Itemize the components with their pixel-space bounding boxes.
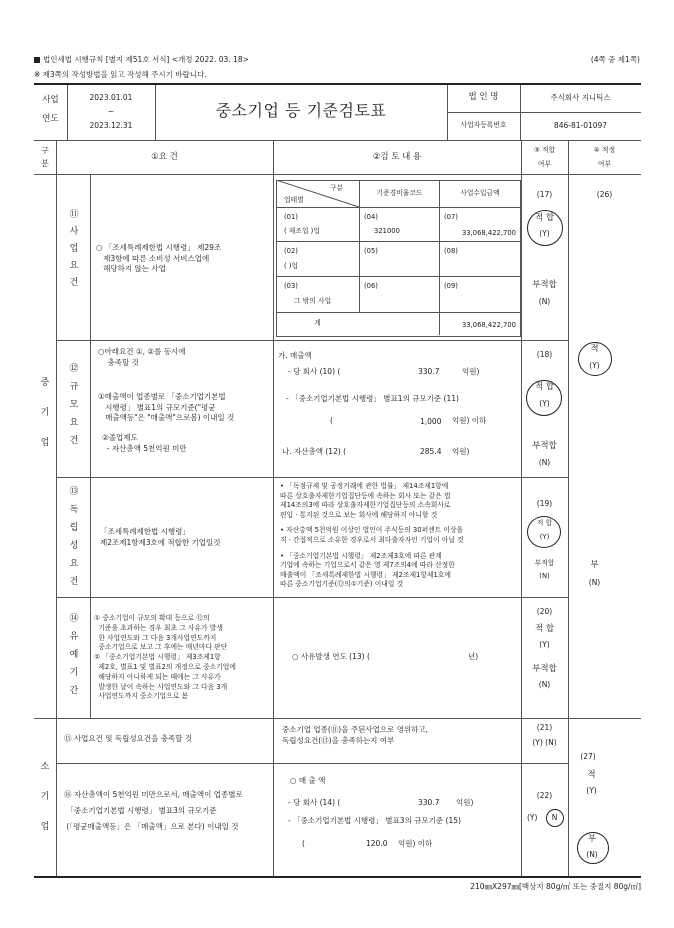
col-category: 구분: [41, 146, 49, 168]
scale-no: (18): [536, 350, 553, 359]
independence-rev: [280, 482, 520, 590]
small-row2-rev-4-unit: 억원) 이하: [398, 839, 433, 848]
scale-unfit[interactable]: 부적합: [532, 441, 557, 451]
sme-final-no: (26): [596, 190, 613, 199]
business-req-1: ○ 「조세특례제한법 시행령」 제29조: [96, 243, 222, 252]
ind-rev-6: 직 · 간접적으로 소유한 경우로서 최다출자자인 기업이 아닐 것: [280, 535, 464, 544]
corp-name-label: 법 인 명: [468, 92, 499, 102]
sme-final-fit[interactable]: 적: [590, 344, 599, 354]
divider: [56, 763, 568, 764]
scale-rev-3: - 「중소기업기본법 시행령」 별표1의 규모기준 (11): [286, 394, 459, 403]
bt-c02: (02): [284, 247, 298, 255]
grace-req-9: 사업연도까지 중소기업으로 봄: [98, 692, 189, 701]
divider: [56, 141, 57, 876]
divider: [56, 597, 568, 598]
independence-unfit[interactable]: 부적합: [534, 559, 555, 567]
bt-h-code: 기준경비율코드: [376, 189, 423, 197]
col-fit-2: 여부: [537, 160, 552, 168]
divider: [276, 241, 520, 242]
divider: [568, 141, 569, 876]
business-req-2: 제3항에 따른 소비성 서비스업에: [103, 253, 210, 263]
business-fit[interactable]: 적 합: [534, 213, 555, 223]
business-req-3: 해당하지 않는 사업: [103, 264, 166, 273]
business-n: (N): [538, 297, 551, 306]
small-row2-rev-4-val: 120.0: [366, 839, 388, 848]
independence-fit[interactable]: 적 합: [536, 519, 553, 527]
bt-c04-val: 321000: [374, 227, 400, 235]
bt-c05: (05): [364, 247, 378, 255]
sme-label: 중 기 업: [40, 378, 50, 448]
reg-no-label: 사업자등록번호: [460, 121, 507, 129]
scale-req-2: 충족할 것: [107, 357, 139, 367]
small-final-y: (Y): [586, 786, 597, 795]
col-final-1: ④ 적정: [593, 146, 616, 154]
top-border: [34, 83, 641, 85]
scale-req-6: ②졸업제도: [102, 433, 138, 442]
grace-req-1: ① 중소기업이 규모의 확대 등으로 ⑫의: [94, 614, 210, 622]
grace-unfit[interactable]: 부적합: [532, 664, 557, 674]
reg-no: 846-81-01097: [553, 121, 608, 130]
business-label: ⑪ 사 업 요 건: [69, 210, 79, 288]
bottom-border: [34, 876, 641, 878]
sme-final-n: (N): [588, 578, 601, 587]
scale-req-c: [102, 433, 272, 454]
business-unfit[interactable]: 부적합: [532, 280, 557, 290]
small-row1-rev-2: 독립성요건(⑬)을 충족하는지 여부: [282, 735, 395, 745]
bt-c01: (01): [284, 213, 298, 221]
scale-y: (Y): [539, 399, 550, 408]
grace-req: [94, 614, 272, 702]
small-row2-rev-2-val: 330.7: [418, 798, 440, 807]
ind-rev-7: • 「중소기업기본법 시행령」 제2조제3호에 따른 관계: [280, 551, 442, 560]
independence-req-2: 제2조제1항제3호에 적합한 기업일것: [100, 537, 221, 547]
bt-c09: (09): [444, 282, 458, 290]
business-req: [96, 243, 271, 275]
divider: [273, 141, 274, 876]
grace-req-5: ② 「중소기업기본법 시행령」 제3조제1항: [94, 653, 221, 662]
scale-rev-5: 나. 자산총액 (12) (: [282, 447, 347, 456]
small-row2-n[interactable]: N: [551, 813, 558, 822]
small-row2-req-2: 「중소기업기본법 시행령」 별표3의 규모기준: [66, 806, 217, 815]
divider: [276, 312, 520, 313]
page-title: 중소기업 등 기준검토표: [215, 101, 387, 120]
independence-req-1: 「조세특례제한법 시행령」: [100, 527, 190, 536]
small-final-fit[interactable]: 적: [587, 770, 596, 780]
independence-y: (Y): [539, 533, 550, 541]
small-row1-rev: [282, 725, 518, 746]
small-row2-req-3: (「평균매출액등」은 「매출액」으로 본다) 이내일 것: [66, 822, 239, 831]
sme-bottom-line: [34, 718, 641, 719]
colheader-bottom-line: [34, 174, 641, 175]
ind-rev-8: 기업에 속하는 기업으로서 같은 영 제7조의4에 따라 산정한: [280, 561, 455, 570]
scale-req-b: [98, 392, 273, 424]
scale-rev-4: (: [330, 416, 333, 425]
business-no: (17): [536, 190, 553, 199]
small-final-no: (27): [580, 752, 596, 761]
divider: [56, 340, 568, 341]
grace-req-2: 기준을 초과하는 경우 최초 그 사유가 발생: [98, 623, 223, 632]
grace-req-7: 해당하지 아니하게 되는 때에는 그 사유가: [98, 672, 221, 681]
small-final-unfit[interactable]: 부: [587, 834, 597, 844]
scale-rev-5-val: 285.4: [420, 447, 442, 456]
regulation-text: 법인세법 시행규칙 [별지 제51호 서식] <개정 2022. 03. 18>: [43, 55, 249, 64]
sme-final-unfit[interactable]: 부: [590, 560, 599, 570]
corp-name: 주식회사 지니틱스: [550, 93, 611, 102]
page-info: (4쪽 중 제1쪽): [590, 55, 640, 64]
small-row2-rev-3: - 「중소기업기본법 시행령」 별표3의 규모기준 (15): [288, 816, 461, 825]
scale-rev-2: - 당 회사 (10) (: [288, 367, 341, 376]
grace-no: (20): [536, 607, 553, 616]
ind-rev-3: 제14조의3에 따라 상호출자제한기업집단등의 소속회사로: [280, 501, 451, 510]
col-requirement: ①요 건: [151, 152, 178, 162]
bt-h-div: 구분: [330, 184, 344, 192]
paper-spec: 210㎜X297㎜[백상지 80g/㎡ 또는 중질지 80g/㎡]: [470, 882, 641, 891]
scale-req-3: ①매출액이 업종별로 「중소기업기본법: [98, 392, 226, 401]
col-fit-1: ③ 적합: [533, 146, 556, 154]
ind-rev-1: • 「독점규제 및 공정거래에 관한 법률」 제14조제1항에: [280, 482, 449, 490]
scale-rev-2-unit: 억원): [462, 367, 480, 376]
bt-h-rev: 사업수입금액: [460, 189, 500, 197]
scale-req-5: 매출액등"은 "매출액"으로봄) 이내일 것: [105, 413, 235, 422]
scale-req-1: ○아래요건 ①, ②를 동시에: [98, 347, 186, 356]
scale-n: (N): [538, 458, 551, 467]
year-label-2: 연도: [42, 114, 59, 124]
period-start: 2023.01.01: [89, 93, 133, 102]
bt-c02-val: ( )업: [284, 262, 299, 270]
regulation-line: [34, 54, 249, 65]
scale-rev-2-val: 330.7: [418, 367, 440, 376]
scale-rev-4-unit: 억원) 이하: [452, 416, 487, 425]
grace-req-4: 중소기업으로 보고 그 후에는 매년마다 판단: [98, 643, 228, 652]
instruction-note: ※ 제3쪽의 작성방법을 읽고 작성해 주시기 바랍니다.: [34, 70, 207, 79]
col-final-2: 여부: [597, 160, 612, 168]
independence-req: [100, 527, 272, 548]
bt-h-type: 업태별: [284, 196, 304, 204]
small-row2-y[interactable]: (Y): [527, 813, 538, 822]
grace-req-3: 한 사업연도와 그 다음 3개사업연도까지: [98, 633, 217, 642]
grace-label: ⑭ 유 예 기 간: [69, 614, 79, 696]
ind-rev-9: 매출액이 「조세특례제한법 시행령」 제2조제1항제1호에: [280, 570, 451, 579]
period-sep: ~: [107, 107, 115, 116]
bt-total-label: 계: [314, 319, 321, 327]
small-row1-no: (21): [536, 723, 553, 732]
bt-c01-val: ( 제조업 )업: [284, 227, 320, 235]
grace-rev-1: ○ 사유발생 연도 (13) (: [292, 652, 370, 661]
bt-c07: (07): [444, 213, 458, 221]
ind-rev-4: 편입 · 통지된 것으로 보는 회사에 해당하지 아니할 것: [280, 510, 438, 519]
grace-fit[interactable]: 적 합: [534, 624, 555, 634]
divider: [90, 174, 91, 718]
ind-rev-5: • 자산총액 5천억원 이상인 법인이 주식등의 30퍼센트 이상을: [280, 526, 464, 535]
bt-c03-val: 그 밖의 사업: [294, 297, 332, 305]
independence-n: (N): [539, 572, 550, 580]
small-row1-rev-1: 중소기업 업종(⑪)을 주된사업으로 영위하고,: [282, 725, 429, 734]
small-row1-req: ⑮ 사업요건 및 독립성요건을 충족할 것: [64, 734, 193, 743]
small-row2-rev-2-unit: 억원): [456, 798, 474, 807]
grace-n: (N): [538, 680, 551, 689]
small-biz-label: 소 기 업: [40, 762, 50, 832]
small-row2-no: (22): [536, 791, 553, 800]
divider: [447, 112, 641, 113]
scale-rev-4-val: 1,000: [420, 417, 442, 426]
bt-c07-val: 33,068,422,700: [461, 229, 516, 237]
small-final-n: (N): [586, 850, 598, 859]
scale-rev-1: 가. 매출액: [278, 351, 312, 360]
period-end: 2023.12.31: [89, 121, 133, 130]
independence-no: (19): [536, 499, 553, 508]
scale-req-4: 시행령」 별표1의 규모기준("평균: [105, 402, 216, 412]
scale-label: ⑫ 규 모 요 건: [69, 364, 79, 446]
divider: [56, 477, 568, 478]
grace-rev-1-end: 년): [468, 652, 479, 661]
year-label-1: 사업: [42, 95, 59, 105]
ind-rev-2: 따른 상호출자제한기업집단등에 속하는 회사 또는 같은 법: [280, 491, 451, 500]
business-y: (Y): [539, 229, 550, 238]
scale-fit[interactable]: 적 합: [534, 382, 555, 392]
small-row2-req: [64, 787, 272, 835]
bt-c04: (04): [364, 213, 378, 221]
small-row2-req-1: ⑯ 자산총액이 5천억원 미만으로서, 매출액이 업종별로: [64, 790, 243, 799]
bt-c03: (03): [284, 282, 298, 290]
header-bottom-line: [34, 140, 641, 141]
square-bullet-icon: [34, 57, 40, 63]
col-review: ②검 토 내 용: [372, 152, 422, 162]
small-row2-rev-2: - 당 회사 (14) (: [288, 798, 341, 807]
bt-total-val: 33,068,422,700: [461, 321, 516, 329]
bt-c08: (08): [444, 247, 458, 255]
grace-req-6: 제2호, 별표1 및 별표2의 개정으로 중소기업에: [98, 662, 236, 671]
scale-req-7: - 자산총액 5천억원 미만: [106, 443, 187, 453]
small-row2-rev-4: (: [302, 839, 305, 848]
small-row1-yn[interactable]: (Y) (N): [532, 738, 557, 747]
small-row2-rev-1: ○ 매 출 액: [290, 776, 326, 785]
scale-req: [98, 347, 273, 368]
grace-req-8: 발생한 날이 속하는 사업연도와 그 다음 3개: [98, 682, 228, 691]
ind-rev-10: 따른 중소기업기준(⑫의①기준) 이내일 것: [280, 580, 404, 589]
independence-label: ⑬ 독 립 성 요 건: [69, 487, 79, 587]
bt-c06: (06): [364, 282, 378, 290]
divider: [276, 276, 520, 277]
grace-y: (Y): [539, 640, 550, 649]
scale-rev-5-unit: 억원): [452, 447, 470, 456]
sme-final-y: (Y): [589, 361, 600, 370]
